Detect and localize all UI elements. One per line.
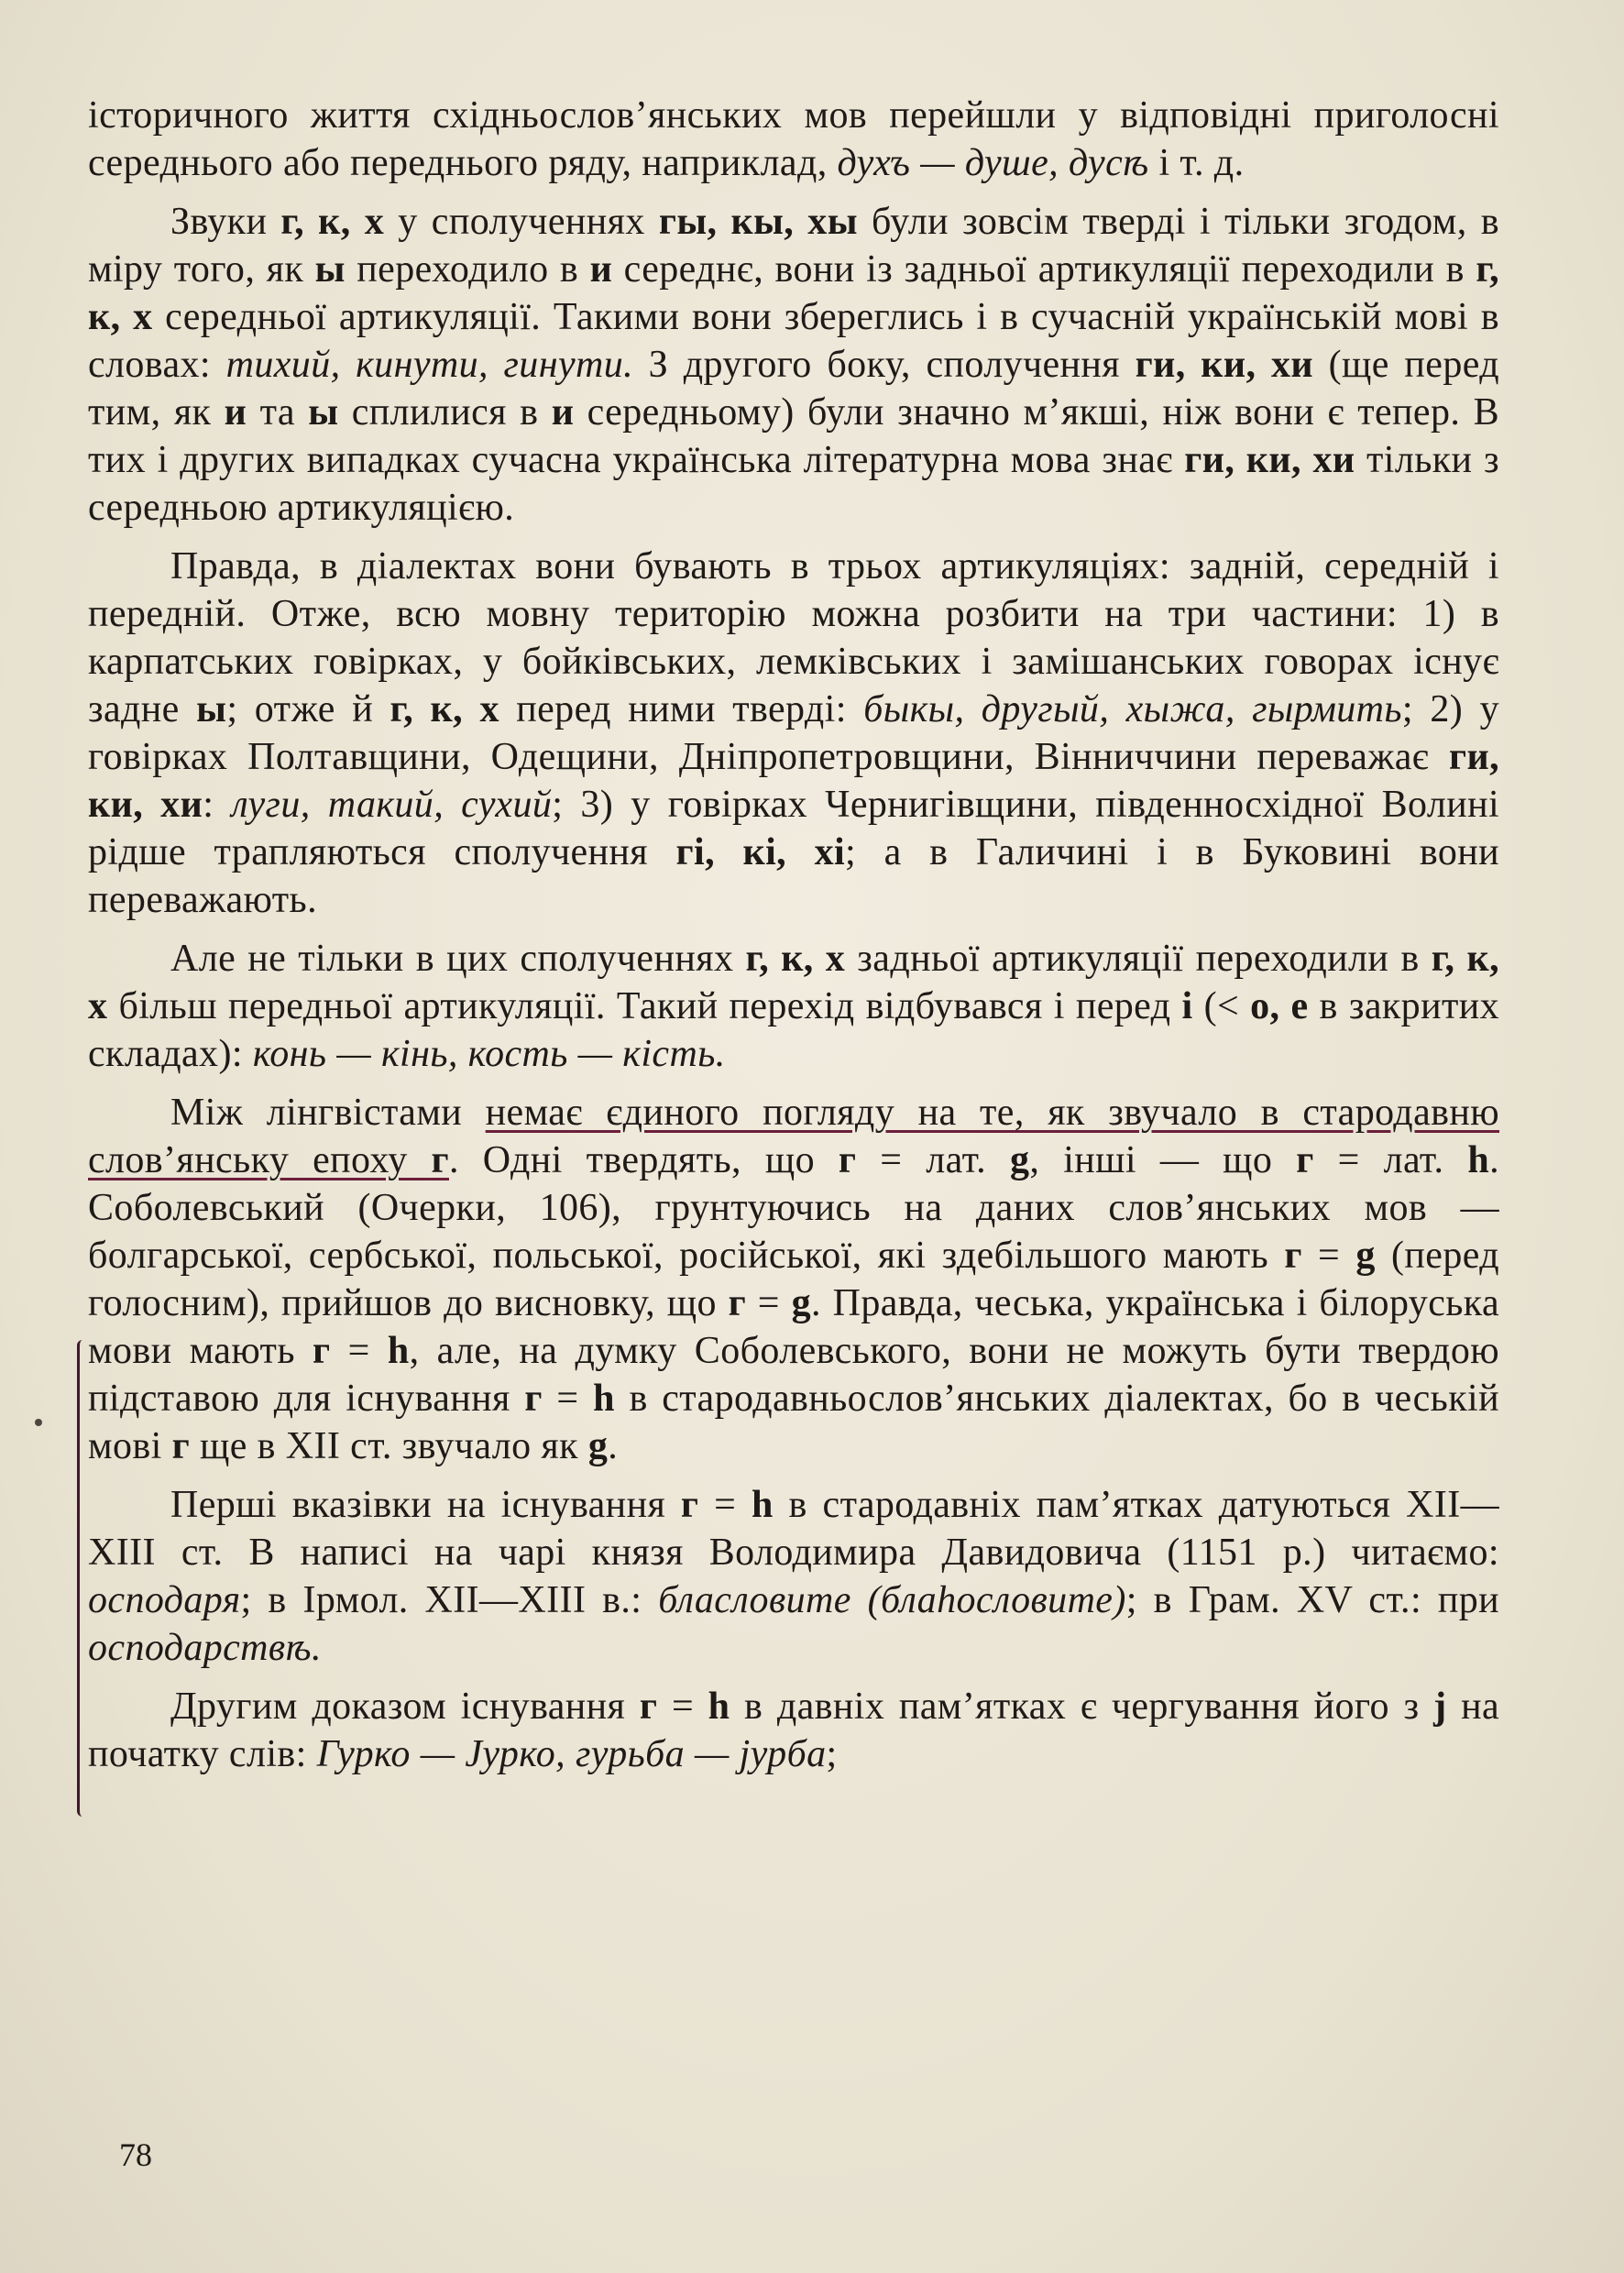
page-number: 78 [119, 2136, 152, 2173]
paragraph-dialects: Правда, в діалектах вони бувають в трьох артикуляціях: задній, середній і передній. Отже, всю мовну територію можна розбити на три частини: 1) в карпатських говірках, у бойківських, лемківських і замішанських говорах існує задне ы; отже й г, к, х перед ними тверді: быкы, другый, хыжа, гырмить; 2) у говірках Полтавщини, Одещини, Дніпропетровщини, Вінниччини переважає ги, ки, хи: луги, такий, сухий; 3) у говірках Чернигівщини, південносхідної Волині рідше трапляються сполучення гі, кі, хі; а в Галичині і в Буковині вони переважають. [88, 545, 1500, 921]
paragraph-first-evidence: Перші вказівки на існування г = h в стародавніх пам’ятках датуються XII—XIII ст. В написі на чарі князя Володимира Давидовича (1151 р.) читаємо: осподаря; в Ірмол. XII—XIII в.: бласловите (блаhословите); в Грам. XV ст.: при осподарствѣ. [88, 1484, 1500, 1669]
paragraph-second-evidence: Другим доказом існування г = h в давніх пам’ятках є чергування його з j на початку слів: Гурко — Јурко, гурьба — јурба; [88, 1686, 1500, 1775]
margin-dot [35, 1419, 42, 1426]
paragraph-linguists: Між лінгвістами немає єдиного погляду на те, як звучало в стародавню слов’янську епоху г. Одні твердять, що г = лат. g, інші — що г = лат. h. Соболевський (Очерки, 106), грунтуючись на даних слов’янських мов — болгарської, сербської, польської, російської, які здебільшого мають г = g (перед голосним), прийшов до висновку, що г = g. Правда, чеська, українська і білоруська мови мають г = h, але, на думку Соболевського, вони не можуть бути твердою підставою для існування г = h в стародавньослов’янських діалектах, бо в чеській мові г ще в XII ст. звучало як g. [88, 1092, 1500, 1467]
paragraph-continuation: історичного життя східньослов’янських мов перейшли у відповідні приголосні середнього або переднього ряду, наприклад, духъ — душе, дусѣ і т. д. [88, 94, 1499, 184]
paragraph-transition: Але не тільки в цих сполученнях г, к, х задньої артикуляції переходили в г, к, х більш передньої артикуляції. Такий перехід відбувався і перед і (< о, е в закритих складах): конь — кінь, кость — кість. [88, 938, 1499, 1075]
paragraph-sounds: Звуки г, к, х у сполученнях гы, кы, хы були зовсім тверді і тільки згодом, в міру того, як ы переходило в и середнє, вони із задньої артикуляції переходили в г, к, х середньої артикуляції. Такими вони зберeглись і в сучасній українській мові в словах: тихий, кинути, гинути. З другого боку, сполучення ги, ки, хи (ще перед тим, як и та ы сплилися в и середньому) були значно м’якші, ніж вони є тепер. В тих і других випадках сучасна українська літературна мова знає ги, ки, хи тільки з середньою артикуляцією. [88, 201, 1499, 529]
page-body-text [88, 92, 1499, 1789]
